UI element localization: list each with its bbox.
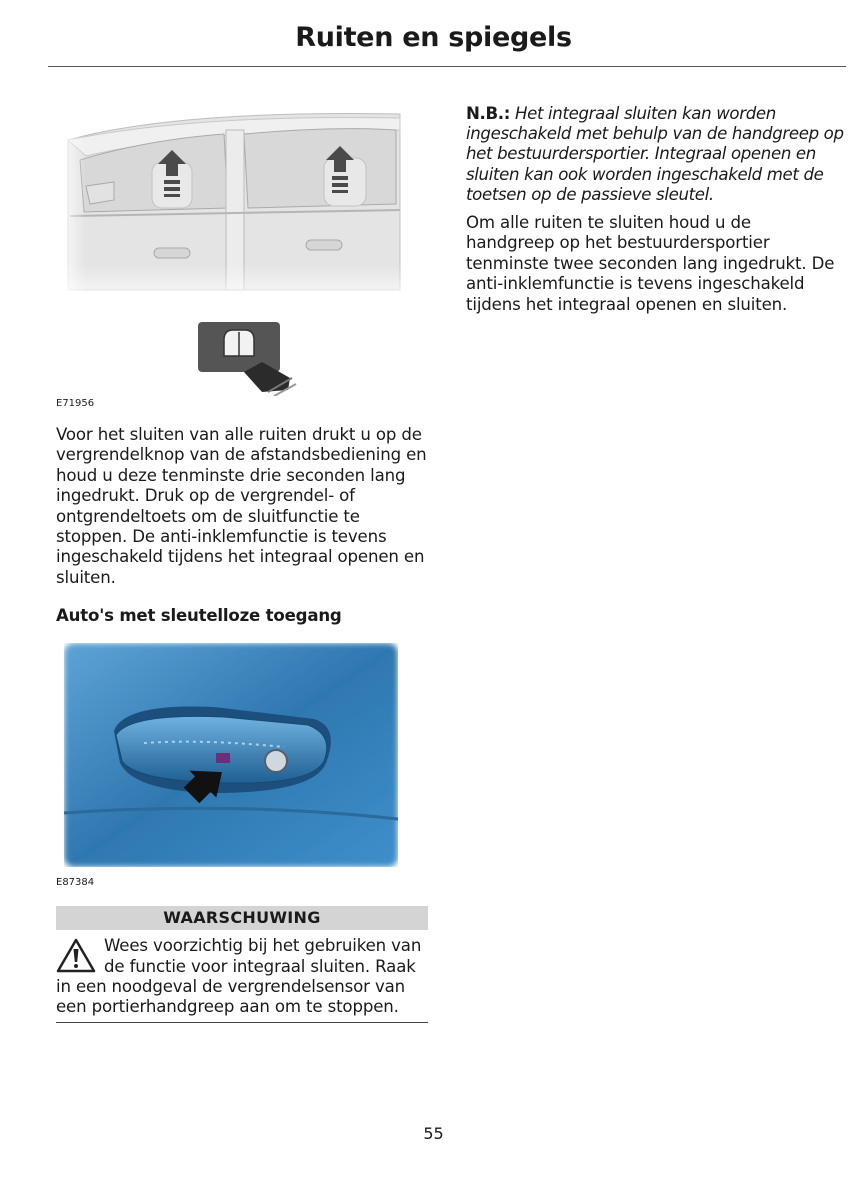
paragraph: Om alle ruiten te sluiten houd u de handgreep op het bestuurdersportier tenminste twee seconden lang ingedrukt. De anti-inklemfunctie is tevens ingeschakeld tijdens het integraal openen en sluiten. [466, 213, 835, 314]
figure-door-handle [64, 643, 398, 867]
right-column [466, 104, 844, 315]
section-heading: Auto's met sleutelloze toegang [56, 606, 342, 626]
note [466, 104, 844, 205]
page-number: 55 [423, 1124, 444, 1143]
door-handle-illustration [64, 643, 398, 867]
page-title: Ruiten en spiegels [295, 22, 572, 53]
figure-code: E87384 [56, 877, 95, 889]
paragraph: Voor het sluiten van alle ruiten drukt u op de vergrendelknop van de afstandsbediening en houd u deze tenminste drie seconden lang ingedrukt. Druk op de vergrendel- of ontgrendeltoets om de sluitfunctie te stoppen. De anti-inklemfunctie is tevens ingeschakeld tijdens het integraal openen en sluiten. [56, 425, 427, 587]
warning-triangle-icon [56, 938, 96, 974]
warning-text: Wees voorzichtig bij het gebruiken van de functie voor integraal sluiten. Raak in een noodgeval de vergrendelsensor van een portierhandgreep aan om te stoppen. [56, 936, 422, 1017]
title-divider [48, 66, 846, 67]
figure-car-windows [56, 100, 428, 396]
note-label: N.B.: [466, 104, 511, 123]
car-windows-illustration [56, 100, 428, 396]
note-text: Het integraal sluiten kan worden ingeschakeld met behulp van de handgreep op het bestuurdersportier. Integraal openen en sluiten kan ook worden ingeschakeld met de toetsen op de passieve sleutel. [466, 104, 844, 204]
warning-heading: WAARSCHUWING [56, 906, 428, 930]
warning-box [56, 936, 428, 1023]
figure-code: E71956 [56, 398, 95, 409]
left-column [56, 100, 428, 1023]
